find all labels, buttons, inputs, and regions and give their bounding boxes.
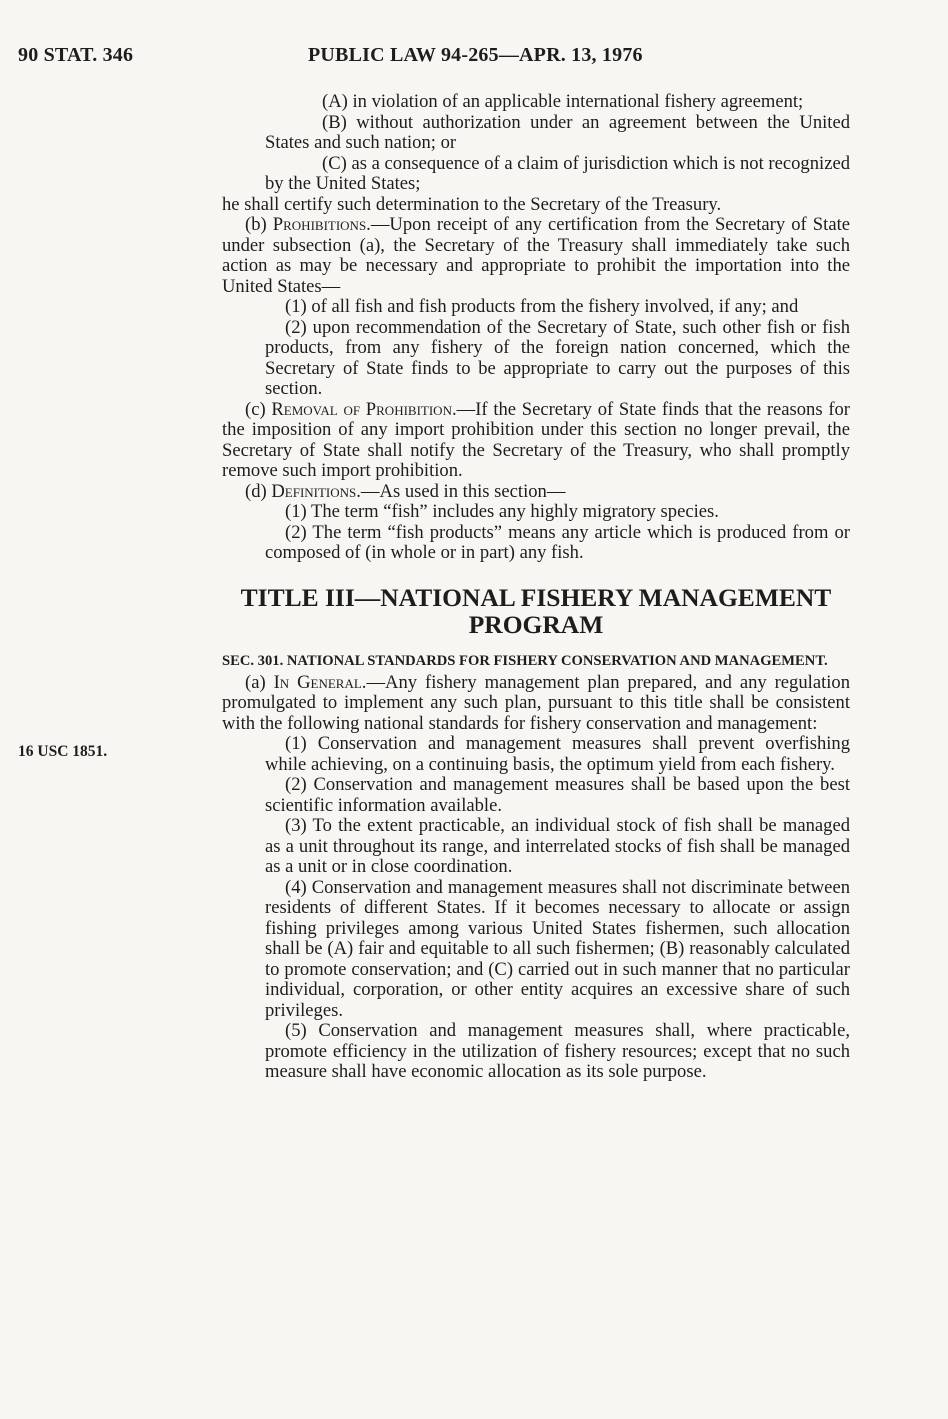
standard-5: (5) Conservation and management measures shall, where practicable, promote efficiency in the utilization of fishery resources; except that no such measure shall have economic allocation as its sole purpose. bbox=[265, 1020, 850, 1082]
standard-2: (2) Conservation and management measures shall be based upon the best scientific information available. bbox=[265, 774, 850, 816]
paragraph-b1: (1) of all fish and fish products from the fishery involved, if any; and bbox=[285, 296, 799, 317]
subsection-text: —If the Secretary of State finds that the reasons for the imposition of any import prohibition under this section no longer prevail, the Secretary of State shall notify the Secretary of the Treasury, who shall promptly remove such import prohibition. bbox=[222, 398, 850, 481]
title-heading: TITLE III—NATIONAL FISHERY MANAGEMENT PROGRAM bbox=[240, 582, 832, 639]
paragraph-d1: (1) The term “fish” includes any highly migratory species. bbox=[285, 501, 719, 522]
clause-c: (C) as a consequence of a claim of jurisdiction which is not recognized by the United States; bbox=[265, 152, 850, 194]
certify-paragraph: he shall certify such determination to the Secretary of the Treasury. bbox=[222, 193, 722, 215]
usc-margin-note: 16 USC 1851. bbox=[18, 743, 108, 760]
page-number-header: 90 STAT. 346 bbox=[18, 44, 134, 66]
subsection-text: —As used in this section— bbox=[360, 480, 566, 502]
body-text bbox=[222, 92, 850, 1083]
running-header: PUBLIC LAW 94-265—APR. 13, 1976 bbox=[308, 44, 643, 66]
standard-1: (1) Conservation and management measures shall prevent overfishing while achieving, on a continuing basis, the optimum yield from each fishery. bbox=[265, 733, 850, 775]
subsection-text: —Any fishery management plan prepared, and any regulation promulgated to implement any such plan, pursuant to this title shall be consistent with the following national standards for fishery conservation and management: bbox=[222, 671, 850, 734]
subsection-heading: Prohibitions. bbox=[272, 214, 371, 235]
section-subsection-a bbox=[222, 673, 850, 735]
subsection-b bbox=[222, 215, 850, 297]
clause-b: (B) without authorization under an agreement between the United States and such nation; or bbox=[265, 111, 850, 153]
paragraph-b2: (2) upon recommendation of the Secretary of State, such other fish or fish products, from any fishery of the foreign nation concerned, which the Secretary of State finds to be appropriate to carry out the purposes of this section. bbox=[265, 316, 850, 399]
subsection-d bbox=[222, 482, 850, 503]
subsection-number: (c) bbox=[245, 398, 266, 420]
subsection-number: (d) bbox=[245, 480, 267, 502]
subsection-heading: Definitions. bbox=[271, 480, 361, 502]
subsection-c bbox=[222, 400, 850, 482]
subsection-heading: Removal of Prohibition. bbox=[271, 398, 457, 420]
standard-4: (4) Conservation and management measures shall not discriminate between residents of different States. If it becomes necessary to allocate or assign fishing privileges among various United States fishermen, such allocation shall be (A) fair and equitable to all such fishermen; (B) reasonably calculated to promote conservation; and (C) carried out in such manner that no particular individual, corporation, or other entity acquires an excessive share of such privileges. bbox=[265, 876, 850, 1021]
subsection-number: (b) bbox=[245, 214, 267, 235]
clause-a: (A) in violation of an applicable international fishery agreement; bbox=[322, 91, 804, 112]
paragraph-d2: (2) The term “fish products” means any article which is produced from or composed of (in whole or in part) any fish. bbox=[265, 521, 850, 563]
subsection-number: (a) bbox=[245, 671, 266, 693]
subsection-text: —Upon receipt of any certification from the Secretary of State under subsection (a), the Secretary of the Treasury shall immediately take such action as may be necessary and appropriate to prohibit the importation into the United States— bbox=[222, 214, 850, 297]
section-heading: SEC. 301. NATIONAL STANDARDS FOR FISHERY CONSERVATION AND MANAGEMENT. bbox=[222, 652, 828, 669]
subsection-heading: In General. bbox=[273, 671, 367, 693]
standard-3: (3) To the extent practicable, an individual stock of fish shall be managed as a unit throughout its range, and interrelated stocks of fish shall be managed as a unit or in close coordination. bbox=[265, 815, 850, 877]
